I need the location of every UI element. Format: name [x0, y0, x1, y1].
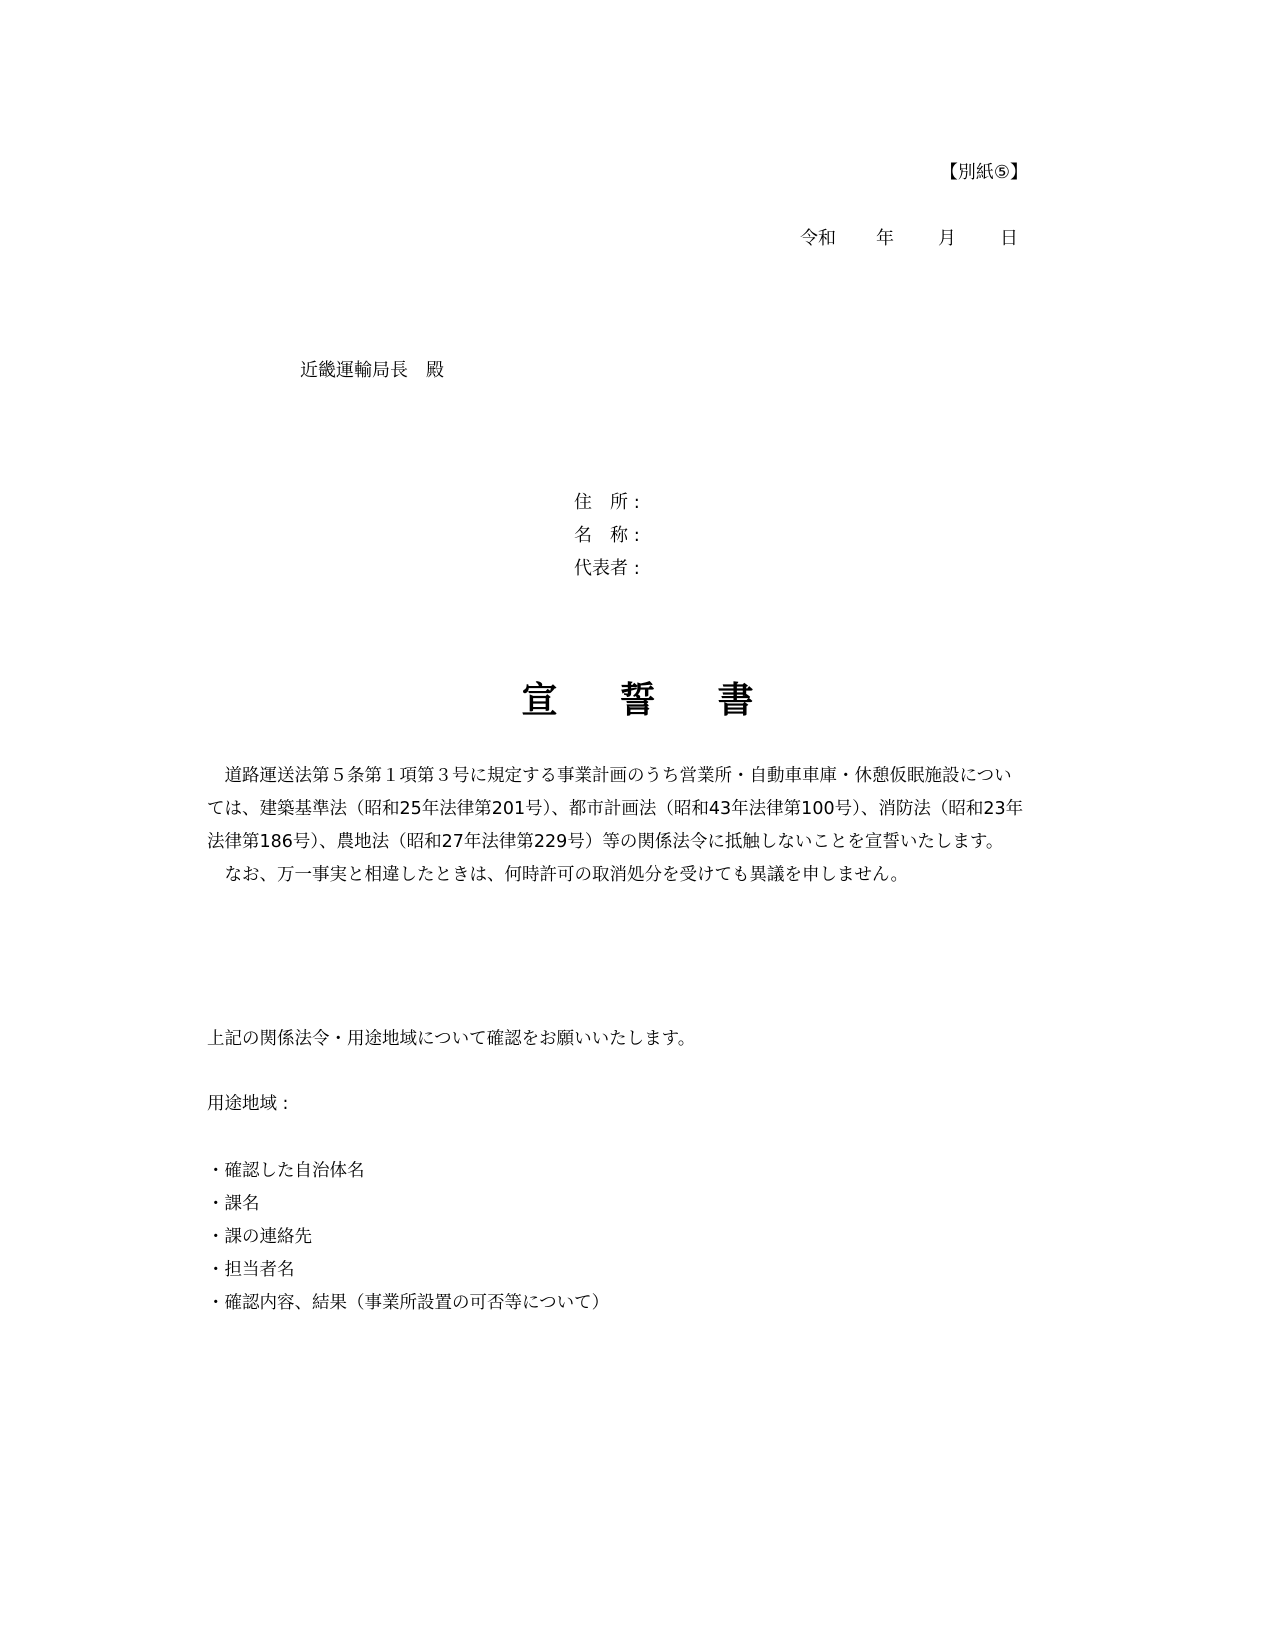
applicant-block: [574, 486, 640, 585]
date-day: 日: [1000, 228, 1018, 249]
attachment-label: 【別紙⑤】: [939, 162, 1028, 183]
check-item-contact: ・課の連絡先: [207, 1227, 312, 1247]
declaration-body: [207, 760, 1027, 892]
date-era: 令和: [800, 228, 836, 249]
addressee: 近畿運輸局長 殿: [300, 360, 444, 381]
name-row: [574, 519, 640, 552]
check-item-person: ・担当者名: [207, 1260, 295, 1280]
date-line: [800, 224, 1018, 250]
representative-row: [574, 552, 640, 585]
request-text: 上記の関係法令・用途地域について確認をお願いいたします。: [207, 1029, 696, 1049]
name-label: 名 称 :: [574, 525, 640, 546]
document-title: 宣誓書: [521, 680, 816, 721]
check-item-result: ・確認内容、結果（事業所設置の可否等について）: [207, 1293, 610, 1313]
check-item-municipality: ・確認した自治体名: [207, 1161, 365, 1181]
check-list: [207, 1155, 609, 1320]
address-row: [574, 486, 640, 519]
declaration-paragraph-1: 道路運送法第５条第１項第３号に規定する事業計画のうち営業所・自動車車庫・休憩仮眠施設については、建築基準法（昭和25年法律第201号）、都市計画法（昭和43年法律第100号）、消防法（昭和23年法律第186号）、農地法（昭和27年法律第229号）等の関係法令に抵触しないことを宣誓いたします。: [207, 766, 1024, 852]
date-year: 年: [876, 228, 894, 249]
declaration-paragraph-2: なお、万一事実と相違したときは、何時許可の取消処分を受けても異議を申しません。: [224, 865, 909, 885]
zoning-label: 用途地域 :: [207, 1094, 289, 1114]
representative-label: 代表者 :: [574, 558, 640, 579]
check-item-section: ・課名: [207, 1194, 260, 1214]
address-label: 住 所 :: [574, 492, 640, 513]
date-month: 月: [938, 228, 956, 249]
